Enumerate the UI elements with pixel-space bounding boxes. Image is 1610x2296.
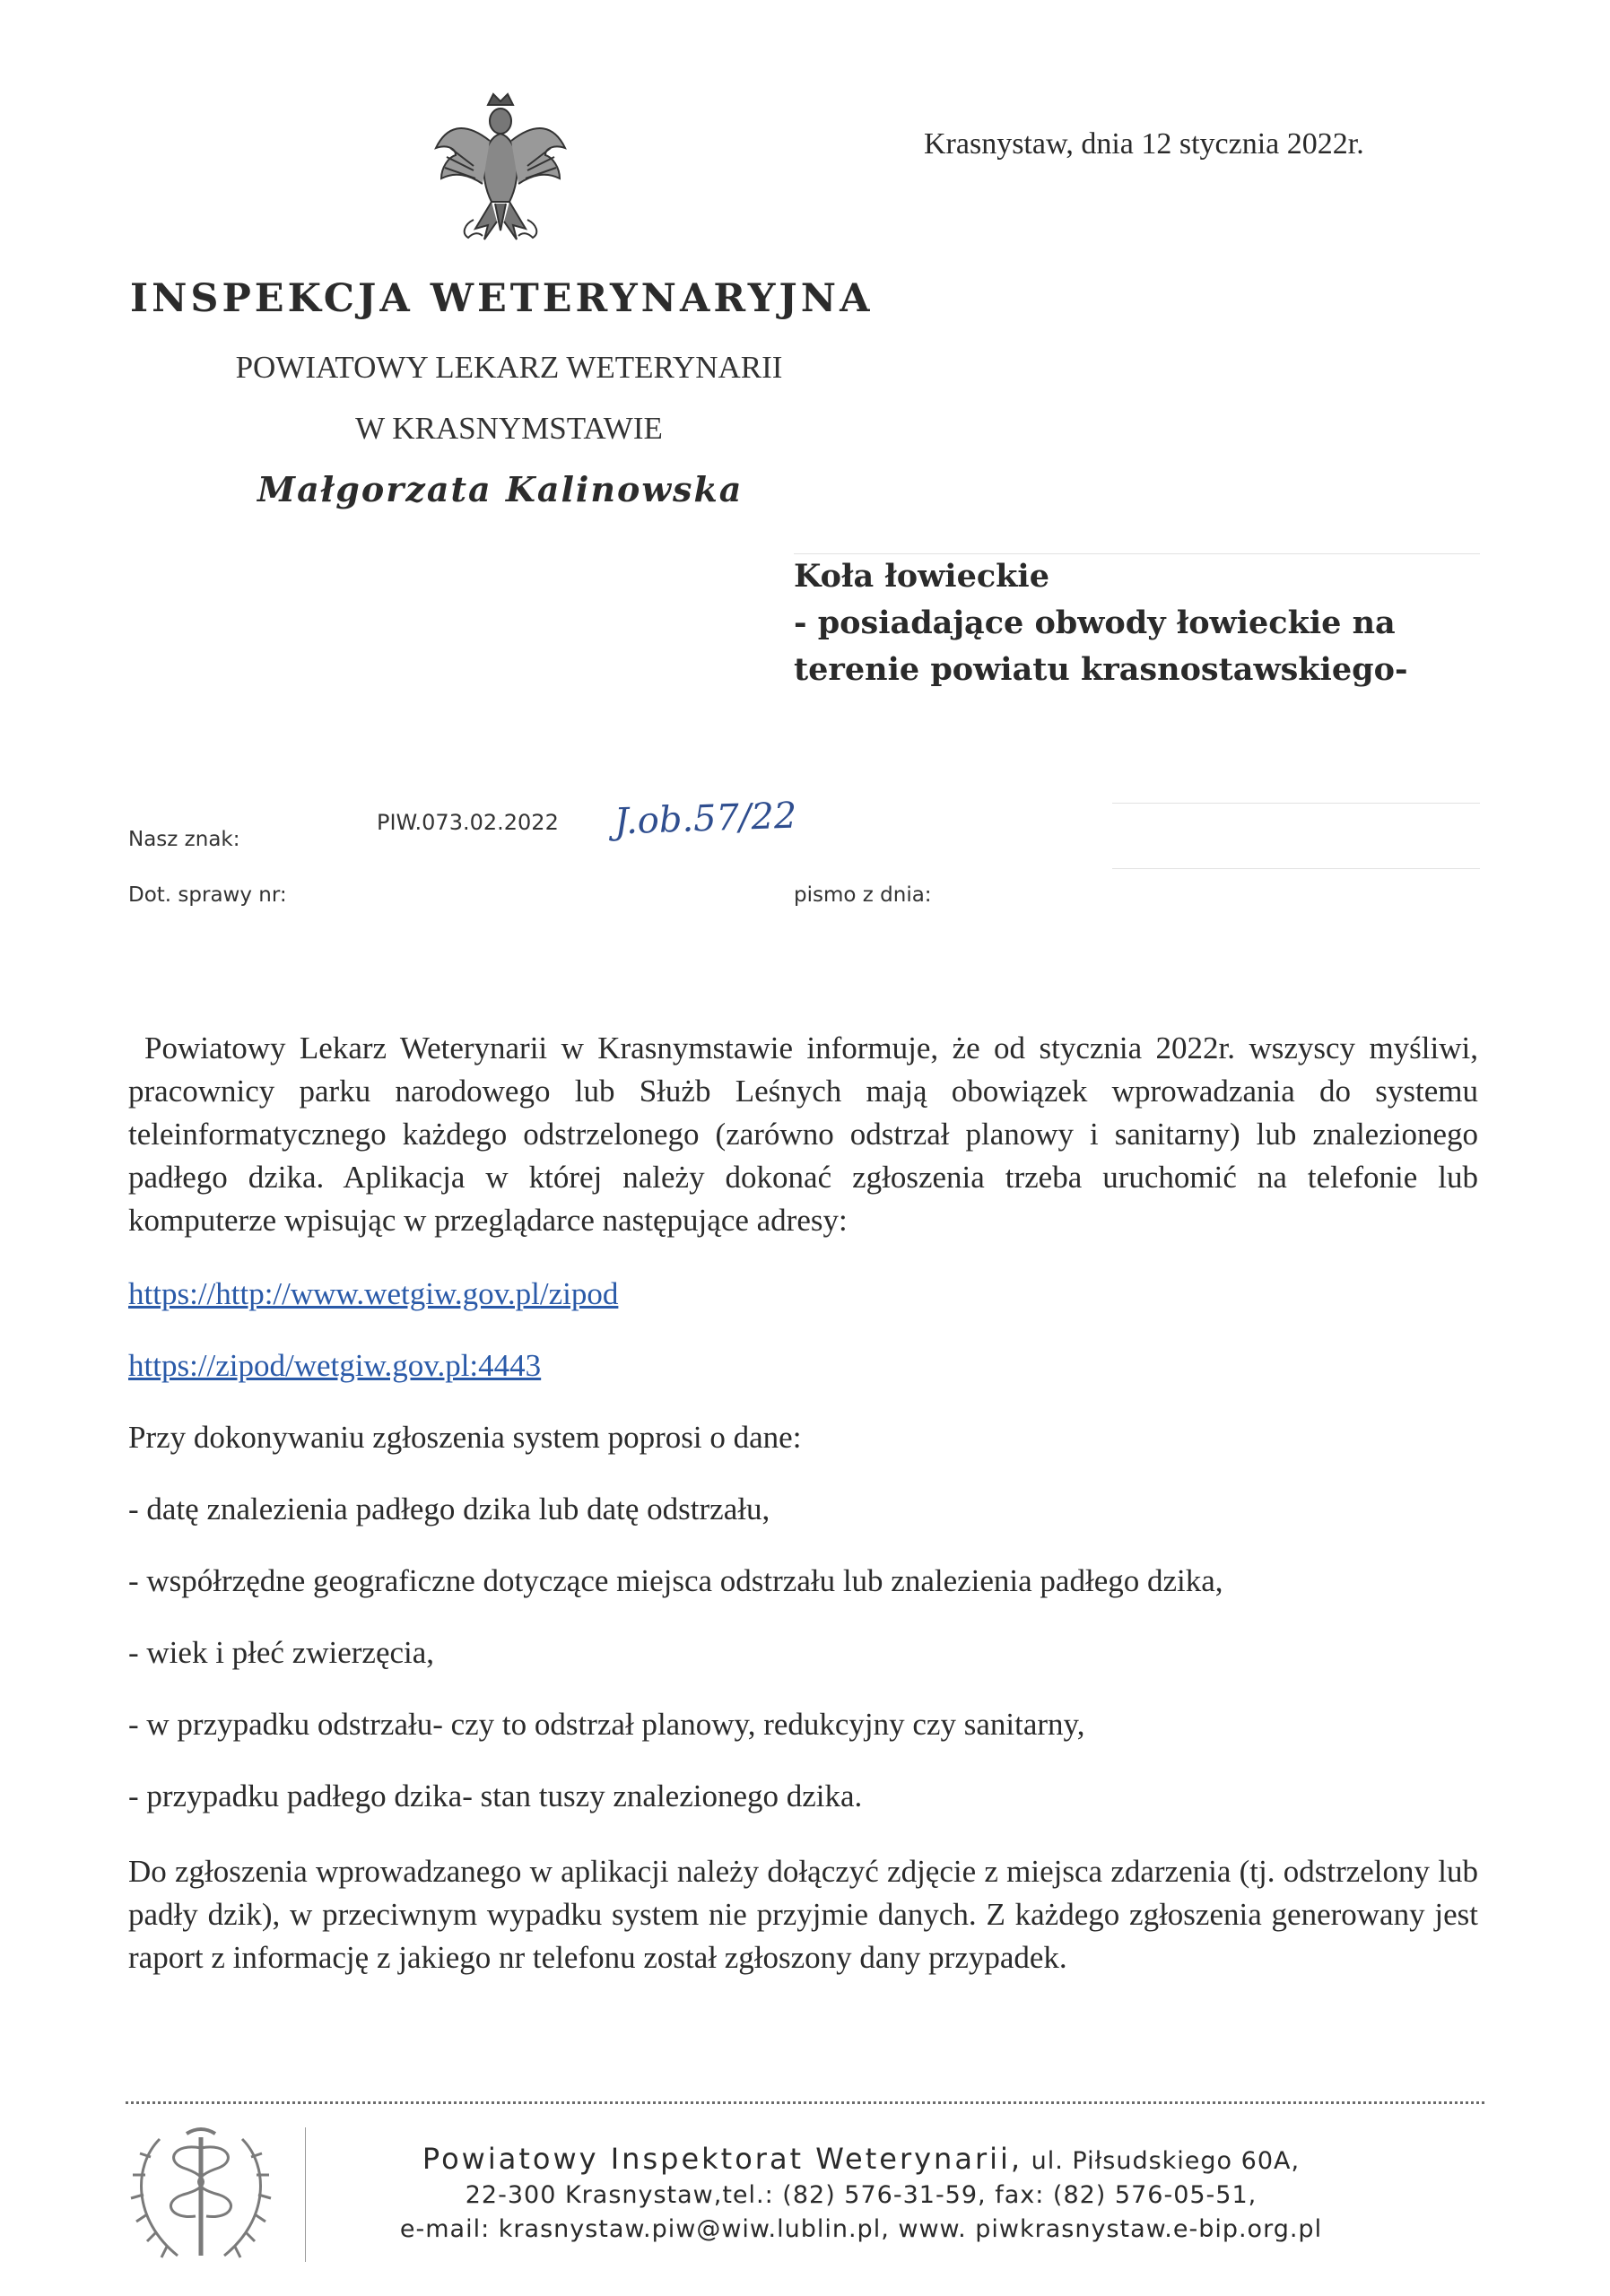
list-item: - współrzędne geograficzne dotyczące miejsca odstrzału lub znalezienia padłego dzika, — [128, 1563, 1223, 1598]
data-intro: Przy dokonywaniu zgłoszenia system poprosi o dane: — [128, 1420, 802, 1455]
divider — [1112, 868, 1480, 869]
list-item: - wiek i płeć zwierzęcia, — [128, 1635, 435, 1670]
list-item: - w przypadku odstrzału- czy to odstrzał planowy, redukcyjny czy sanitarny, — [128, 1707, 1085, 1742]
our-sign-value: PIW.073.02.2022 — [377, 810, 559, 835]
list-item: - datę znalezienia padłego dzika lub datę odstrzału, — [128, 1492, 770, 1526]
institution-name: INSPEKCJA WETERYNARYJNA — [130, 276, 874, 321]
our-sign-label: Nasz znak: — [128, 828, 240, 851]
office-title: POWIATOWY LEKARZ WETERYNARII — [235, 350, 783, 385]
recipient-line: terenie powiatu krasnostawskiego- — [794, 651, 1408, 688]
list-item: - przypadku padłego dzika- stan tuszy znalezionego dzika. — [128, 1779, 863, 1813]
footer-separator — [305, 2127, 306, 2262]
app-link[interactable]: https://http://www.wetgiw.gov.pl/zipod — [128, 1276, 619, 1311]
footer-phone-line: 22-300 Krasnystaw,tel.: (82) 576-31-59, fax: (82) 576-05-51, — [465, 2181, 1258, 2209]
footer-org-name: Powiatowy Inspektorat Weterynarii, — [422, 2142, 1023, 2176]
recipient-block — [794, 553, 1407, 693]
letter-date-label: pismo z dnia: — [794, 883, 932, 907]
recipient-line: Koła łowieckie — [794, 558, 1049, 595]
footer-address — [323, 2142, 1399, 2247]
office-location: W KRASNYMSTAWIE — [355, 411, 663, 446]
divider — [1112, 803, 1480, 804]
handwritten-note: J.ob.57/22 — [614, 795, 798, 843]
intro-paragraph: Powiatowy Lekarz Weterynarii w Krasnymstawie informuje, że od stycznia 2022r. wszyscy myśliwi, pracownicy parku narodowego lub Służb Leśnych mają obowiązek wprowadzania do systemu teleinformatycznego każdego odstrzelonego (zarówno odstrzał planowy i sanitarny) lub znalezionego padłego dzika. Aplikacja w której należy dokonać zgłoszenia trzeba uruchomić na telefonie lub komputerze wpisując w przeglądarce następujące adresy: — [128, 1031, 1478, 1238]
footer-contact-line: e-mail: krasnystaw.piw@wiw.lublin.pl, www. piwkrasnystaw.e-bip.org.pl — [399, 2215, 1323, 2243]
closing-paragraph: Do zgłoszenia wprowadzanego w aplikacji należy dołączyć zdjęcie z miejsca zdarzenia (tj. odstrzelony lub padły dzik), w przeciwnym wypadku system nie przyjmie danych. Z każdego zgłoszenia generowany jest raport z informację z jakiego nr telefonu został zgłoszony dany przypadek. — [128, 1854, 1478, 1975]
officer-name: Małgorzata Kalinowska — [257, 469, 744, 509]
footer-street: ul. Piłsudskiego 60A, — [1023, 2147, 1301, 2175]
recipient-line: - posiadające obwody łowieckie na — [794, 604, 1396, 641]
caduceus-wreath-icon — [124, 2121, 278, 2269]
footer-divider — [126, 2101, 1484, 2104]
case-number-label: Dot. sprawy nr: — [128, 883, 287, 907]
polish-eagle-emblem-icon — [429, 85, 572, 256]
letter-date: Krasnystaw, dnia 12 stycznia 2022r. — [924, 127, 1364, 161]
app-link[interactable]: https://zipod/wetgiw.gov.pl:4443 — [128, 1348, 542, 1383]
